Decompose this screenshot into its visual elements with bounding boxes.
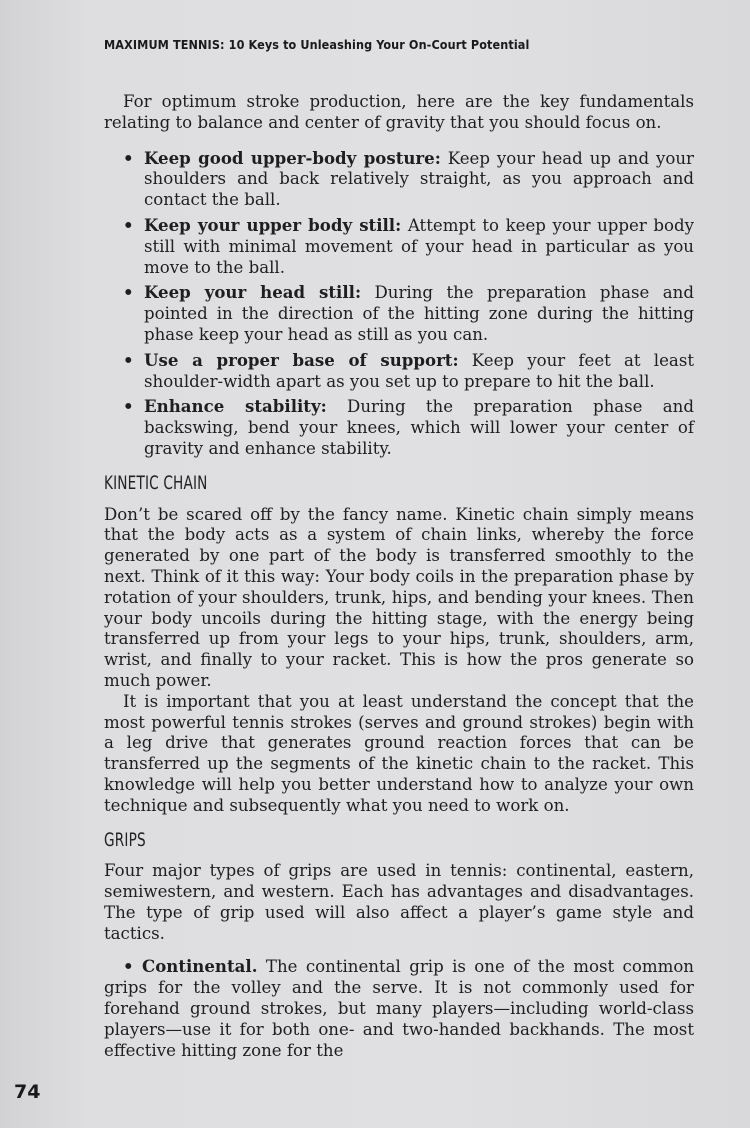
page-number: 74	[14, 1081, 41, 1103]
grips-paragraph-1: Four major types of grips are used in tennis: continental, eastern, semiwestern, and western. Each has advantages and disadvantages. The type of grip used will also affect a player’s game style and tactics.	[104, 861, 694, 943]
intro-paragraph: For optimum stroke production, here are the key fundamentals relating to balance and center of gravity that you should focus on.	[104, 92, 694, 132]
list-item	[123, 147, 694, 211]
continental-text: The continental grip is one of the most common grips for the volley and the serve. It is not commonly used for forehand ground strokes, but many players—including world-class players—use it for both one- and two-handed backhands. The most effective hitting zone for the	[104, 957, 694, 1060]
kinetic-paragraph-2: It is important that you at least understand the concept that the most powerful tennis strokes (serves and ground strokes) begin with a leg drive that generates ground reaction forces that can be transferred up the segments of the kinetic chain to the racket. This knowledge will help you better understand how to analyze your own technique and subsequently what you need to work on.	[104, 691, 694, 815]
bullet-term: Keep good upper-body posture:	[144, 147, 441, 168]
list-item	[123, 282, 694, 345]
bullet-text: Attempt to keep your upper body still with minimal movement of your head in particular as you move to the ball.	[144, 215, 694, 277]
fundamentals-list	[104, 148, 694, 460]
bullet-term: Keep your head still:	[144, 282, 362, 303]
section-heading-grips: GRIPS	[104, 829, 146, 851]
bullet-text: Keep your feet at least shoulder-width apart as you set up to prepare to hit the ball.	[144, 350, 694, 391]
bullet-text: During the preparation phase and backswing, bend your knees, which will lower your center of gravity and enhance stability.	[144, 397, 694, 458]
section-heading-kinetic-chain: KINETIC CHAIN	[104, 472, 208, 494]
continental-paragraph	[104, 956, 694, 1061]
continental-bullet-icon: •	[123, 956, 134, 977]
bullet-term: Enhance stability:	[144, 396, 327, 417]
running-head: MAXIMUM TENNIS: 10 Keys to Unleashing Your On-Court Potential	[104, 37, 530, 52]
bullet-icon: •	[123, 147, 134, 168]
bullet-term: Keep your upper body still:	[144, 214, 402, 235]
list-item	[123, 349, 694, 393]
bullet-text: During the preparation phase and pointed in the direction of the hitting zone during the hitting phase keep your head as still as you can.	[144, 283, 694, 344]
bullet-icon: •	[123, 282, 134, 303]
continental-term: Continental.	[142, 956, 258, 977]
kinetic-paragraph-1: Don’t be scared off by the fancy name. Kinetic chain simply means that the body acts as a system of chain links, whereby the force generated by one part of the body is transferred smoothly to the next. Think of it this way: Your body coils in the preparation phase by rotation of your shoulders, trunk, hips, and bending your knees. Then your body uncoils during the hitting stage, with the energy being transferred up from your legs to your hips, trunk, shoulders, arm, wrist, and finally to your racket. This is how the pros generate so much power.	[104, 504, 694, 690]
bullet-icon: •	[123, 396, 134, 417]
page-body	[104, 92, 694, 1061]
bullet-text: Keep your head up and your shoulders and back relatively straight, as you approach and contact the ball.	[144, 148, 694, 210]
bullet-icon: •	[123, 349, 134, 370]
bullet-term: Use a proper base of support:	[144, 349, 459, 370]
list-item	[123, 214, 694, 278]
list-item	[123, 396, 694, 459]
bullet-icon: •	[123, 214, 134, 235]
